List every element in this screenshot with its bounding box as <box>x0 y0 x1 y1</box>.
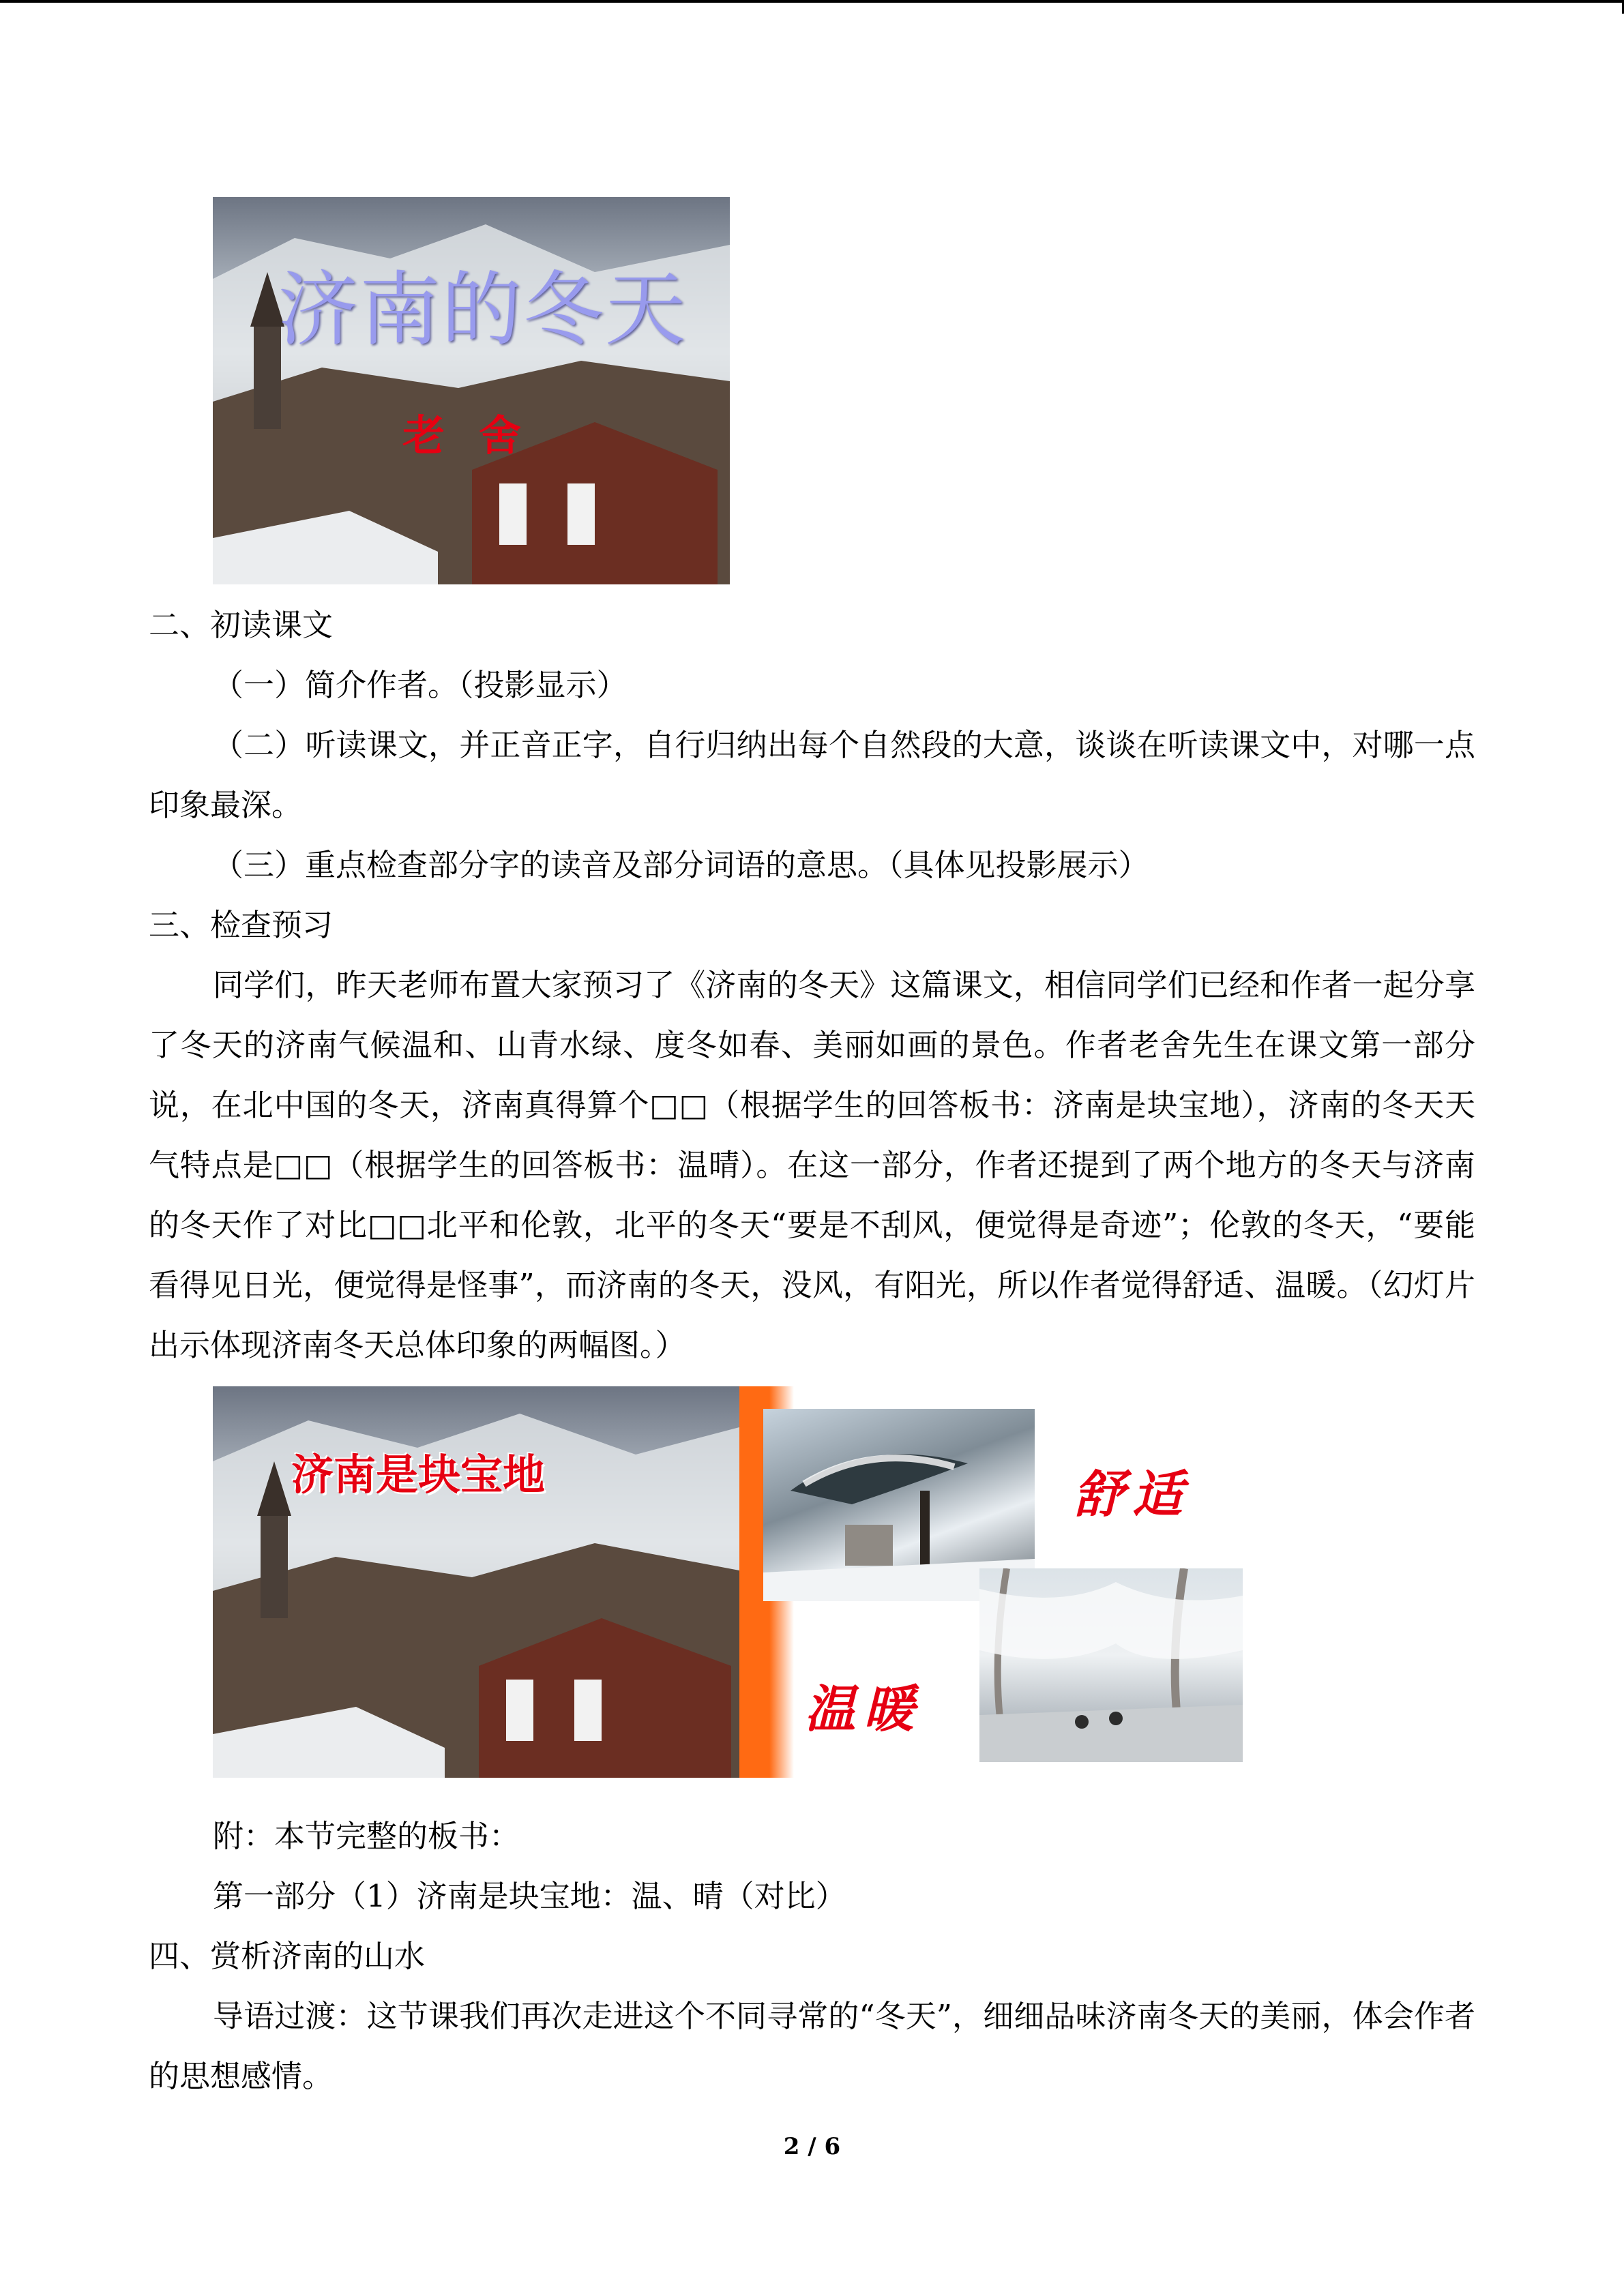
slide-title-image <box>213 197 730 584</box>
section-2-item-3: （三）重点检查部分字的读音及部分词语的意思。（具体见投影展示） <box>213 847 1149 883</box>
slide-comfort-warm <box>213 1386 1243 1778</box>
section-2-heading: 二、初读课文 <box>149 607 334 643</box>
village-photo <box>213 1386 739 1778</box>
section-2-item-2: （二）听读课文，并正音正字，自行归纳出每个自然段的大意，谈谈在听读课文中，对哪一点印象最深。 <box>149 727 1475 823</box>
appendix-label: 附：本节完整的板书： <box>213 1818 520 1854</box>
slide-caption: 济南是块宝地 <box>291 1450 546 1500</box>
section-4-paragraph: 导语过渡：这节课我们再次走进这个不同寻常的“冬天”，细细品味济南冬天的美丽，体会作者的思想感情。 <box>149 1998 1475 2094</box>
section-3-heading: 三、检查预习 <box>149 907 334 943</box>
willow-road-illustration <box>979 1568 1243 1762</box>
section-3-paragraph: 同学们，昨天老师布置大家预习了《济南的冬天》这篇课文，相信同学们已经和作者一起分享了冬天的济南气候温和、山青水绿、度冬如春、美丽如画的景色。作者老舍先生在课文第一部分说，在北中国的冬天，济南真得算个□□（根据学生的回答板书：济南是块宝地），济南的冬天天气特点是□□（根据学生的回答板书：温晴）。在这一部分，作者还提到了两个地方的冬天与济南的冬天作了对比□□北平和伦敦，北平的冬天“要是不刮风，便觉得是奇迹”；伦敦的冬天，“要能看得见日光，便觉得是怪事”，而济南的冬天，没风，有阳光，所以作者觉得舒适、温暖。（幻灯片出示体现济南冬天总体印象的两幅图。） <box>149 967 1475 1363</box>
top-rule <box>0 0 1624 3</box>
section-2-item-1: （一）简介作者。（投影显示） <box>213 667 628 703</box>
appendix-board-line: 第一部分（1）济南是块宝地：温、晴（对比） <box>213 1878 846 1914</box>
section-4-heading: 四、赏析济南的山水 <box>149 1938 426 1974</box>
slide-author: 老舍 <box>402 411 556 460</box>
page-number: 2 / 6 <box>783 2133 841 2160</box>
snowy-road-photo <box>979 1568 1243 1762</box>
word-warm: 温暖 <box>805 1680 922 1739</box>
slide-title: 济南的冬天 <box>278 263 688 357</box>
word-comfort: 舒适 <box>1074 1465 1191 1524</box>
